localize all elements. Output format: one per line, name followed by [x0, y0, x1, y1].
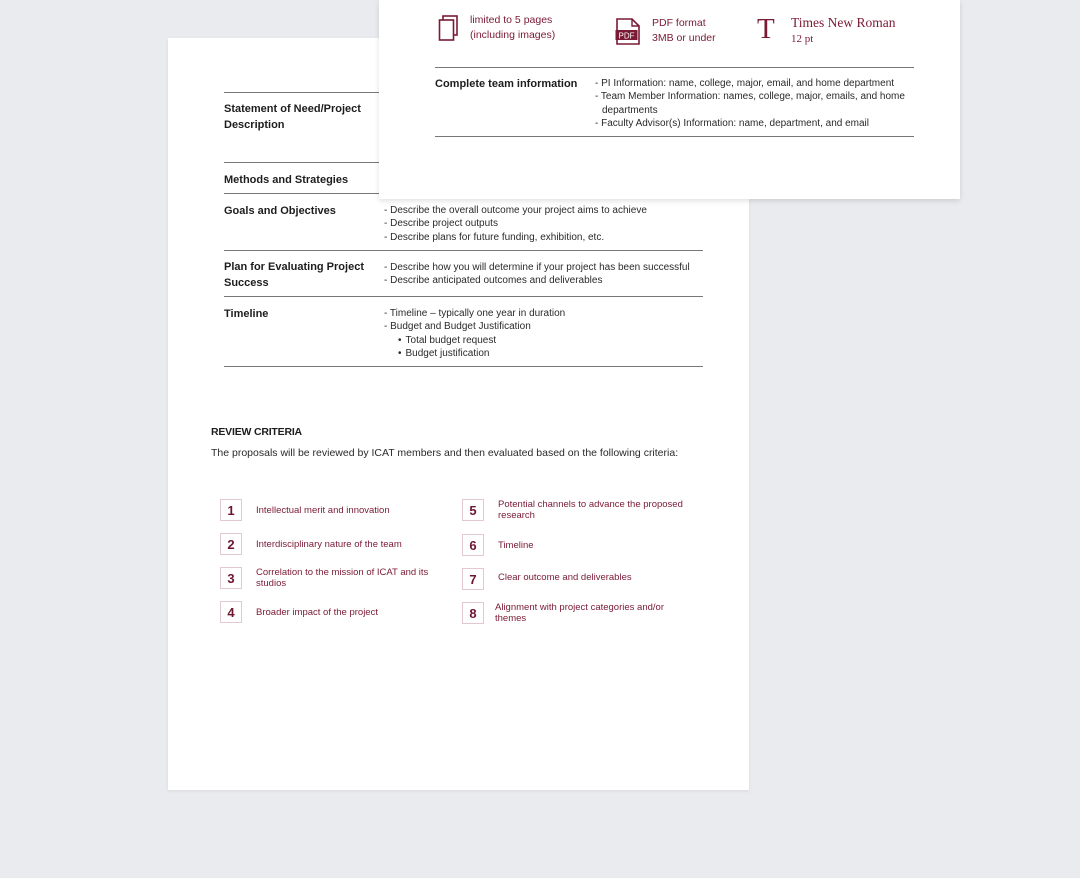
- criterion-text: Broader impact of the project: [256, 607, 378, 618]
- criterion-text: Correlation to the mission of ICAT and its studios: [256, 567, 429, 589]
- section-label-methods: Methods and Strategies: [224, 174, 349, 186]
- team-info-line: - PI Information: name, college, major, email, and home department: [595, 78, 895, 89]
- team-info-label: Complete team information: [435, 78, 578, 90]
- criterion-number: 2: [220, 533, 242, 555]
- font-line1: Times New Roman: [791, 15, 896, 30]
- criterion-number: 6: [462, 534, 484, 556]
- criterion-number: 5: [462, 499, 484, 521]
- review-criteria-intro: The proposals will be reviewed by ICAT members and then evaluated based on the following criteria:: [211, 447, 679, 459]
- team-info-line: - Team Member Information: names, college, major, emails, and home departments: [595, 91, 905, 116]
- section-label-goals: Goals and Objectives: [224, 205, 336, 217]
- criterion-number: 1: [220, 499, 242, 521]
- section-desc-goals: [384, 204, 647, 244]
- desc-line: - Describe how you will determine if your project has been successful: [384, 262, 690, 273]
- page-limit-line1: limited to 5 pages: [470, 14, 553, 26]
- pdf-icon-label: PDF: [618, 31, 635, 41]
- document-pages-icon: [438, 15, 460, 42]
- section-desc-evaluation: [384, 261, 690, 288]
- section-label-evaluation: Plan for Evaluating Project Success: [224, 261, 364, 289]
- criterion-text: Interdisciplinary nature of the team: [256, 539, 402, 550]
- desc-line: - Describe plans for future funding, exhibition, etc.: [384, 231, 605, 243]
- team-info-list: [595, 77, 915, 131]
- desc-line: - Budget and Budget Justification: [384, 321, 531, 333]
- pdf-file-icon: [615, 18, 641, 45]
- desc-bullet: • Total budget request: [384, 334, 565, 347]
- requirements-divider: [435, 136, 914, 137]
- table-divider: [224, 296, 703, 297]
- criterion-number: 4: [220, 601, 242, 623]
- desc-line: - Describe the overall outcome your project aims to achieve: [384, 205, 647, 216]
- criterion-text: Intellectual merit and innovation: [256, 505, 390, 516]
- criterion-text: Alignment with project categories and/or themes: [495, 602, 664, 624]
- page-limit-line2: (including images): [470, 29, 556, 41]
- criterion-number: 8: [462, 602, 484, 624]
- font-line2: 12 pt: [791, 33, 814, 45]
- desc-line: - Timeline – typically one year in duration: [384, 308, 566, 319]
- team-info-line: - Faculty Advisor(s) Information: name, department, and email: [595, 118, 870, 130]
- criterion-text: Clear outcome and deliverables: [498, 572, 632, 583]
- file-format-line1: PDF format: [652, 17, 706, 29]
- table-divider: [224, 92, 379, 93]
- table-divider: [224, 162, 379, 163]
- requirements-divider: [435, 67, 914, 68]
- table-divider: [224, 193, 379, 194]
- review-criteria-heading: REVIEW CRITERIA: [211, 426, 302, 438]
- table-divider: [224, 366, 703, 367]
- desc-line: - Describe anticipated outcomes and deliverables: [384, 275, 603, 287]
- typography-icon: T: [757, 13, 775, 45]
- desc-line: - Describe project outputs: [384, 218, 498, 230]
- section-desc-timeline: [384, 307, 565, 361]
- criterion-number: 3: [220, 567, 242, 589]
- desc-bullet: • Budget justification: [384, 347, 565, 360]
- criterion-text: Timeline: [498, 540, 534, 551]
- section-label-timeline: Timeline: [224, 308, 269, 320]
- criterion-number: 7: [462, 568, 484, 590]
- section-label-statement-of-need: Statement of Need/Project Description: [224, 103, 361, 131]
- file-format-line2: 3MB or under: [652, 32, 716, 44]
- table-divider: [224, 250, 703, 251]
- criterion-text: Potential channels to advance the proposed research: [498, 499, 683, 521]
